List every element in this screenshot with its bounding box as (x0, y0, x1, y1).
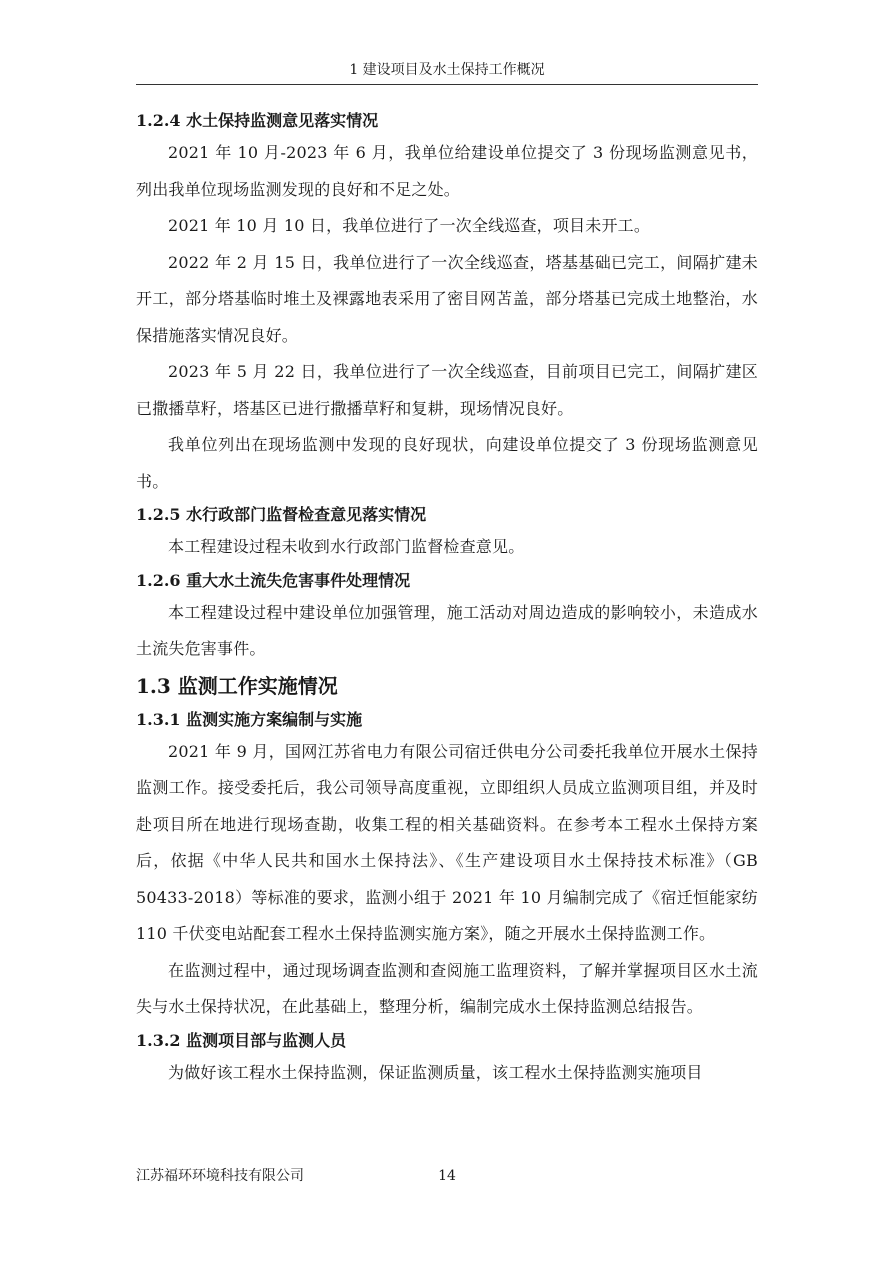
paragraph: 我单位列出在现场监测中发现的良好现状，向建设单位提交了 3 份现场监测意见书。 (136, 435, 758, 491)
paragraph: 2021 年 10 月-2023 年 6 月，我单位给建设单位提交了 3 份现场监测意见书，列出我单位现场监测发现的良好和不足之处。 (136, 143, 758, 199)
paragraph: 2022 年 2 月 15 日，我单位进行了一次全线巡查，塔基基础已完工，间隔扩建未开工，部分塔基临时堆土及裸露地表采用了密目网苫盖，部分塔基已完成土地整治，水保措施落实情况良好。 (136, 252, 758, 345)
page-body (136, 106, 758, 1091)
section-heading-1-2-4: 1.2.4 水土保持监测意见落实情况 (136, 111, 379, 130)
paragraph: 本工程建设过程未收到水行政部门监督检查意见。 (168, 537, 525, 556)
paragraph: 2023 年 5 月 22 日，我单位进行了一次全线巡查，目前项目已完工，间隔扩建区已撒播草籽，塔基区已进行撒播草籽和复耕，现场情况良好。 (136, 362, 758, 418)
paragraph: 本工程建设过程中建设单位加强管理，施工活动对周边造成的影响较小，未造成水土流失危害事件。 (136, 602, 758, 658)
section-heading-1-3-1: 1.3.1 监测实施方案编制与实施 (136, 709, 363, 729)
chapter-heading-1-3: 1.3 监测工作实施情况 (136, 673, 338, 698)
paragraph: 2021 年 10 月 10 日，我单位进行了一次全线巡查，项目未开工。 (168, 216, 651, 235)
page-header: 1 建设项目及水土保持工作概况 (349, 62, 545, 78)
page-number: 14 (438, 1168, 456, 1184)
section-heading-1-2-6: 1.2.6 重大水土流失危害事件处理情况 (136, 570, 411, 590)
section-heading-1-2-5: 1.2.5 水行政部门监督检查意见落实情况 (136, 505, 427, 524)
footer-company: 江苏福环环境科技有限公司 (136, 1168, 304, 1184)
header-divider (136, 84, 758, 85)
paragraph: 在监测过程中，通过现场调查监测和查阅施工监理资料，了解并掌握项目区水土流失与水土保持状况，在此基础上，整理分析，编制完成水土保持监测总结报告。 (136, 960, 758, 1016)
section-heading-1-3-2: 1.3.2 监测项目部与监测人员 (136, 1030, 347, 1050)
paragraph: 为做好该工程水土保持监测，保证监测质量，该工程水土保持监测实施项目 (168, 1062, 703, 1082)
paragraph: 2021 年 9 月，国网江苏省电力有限公司宿迁供电分公司委托我单位开展水土保持监测工作。接受委托后，我公司领导高度重视，立即组织人员成立监测项目组，并及时赴项目所在地进行现场查勘，收集工程的相关基础资料。在参考本工程水土保持方案后，依据《中华人民共和国水土保持法》、《生产建设项目水土保持技术标准》（GB 50433-2018）等标准的要求，监测小组于 2021 年 10 月编制完成了《宿迁恒能家纺 110 千伏变电站配套工程水土保持监测实施方案》，随之开展水土保持监测工作。 (136, 741, 758, 943)
